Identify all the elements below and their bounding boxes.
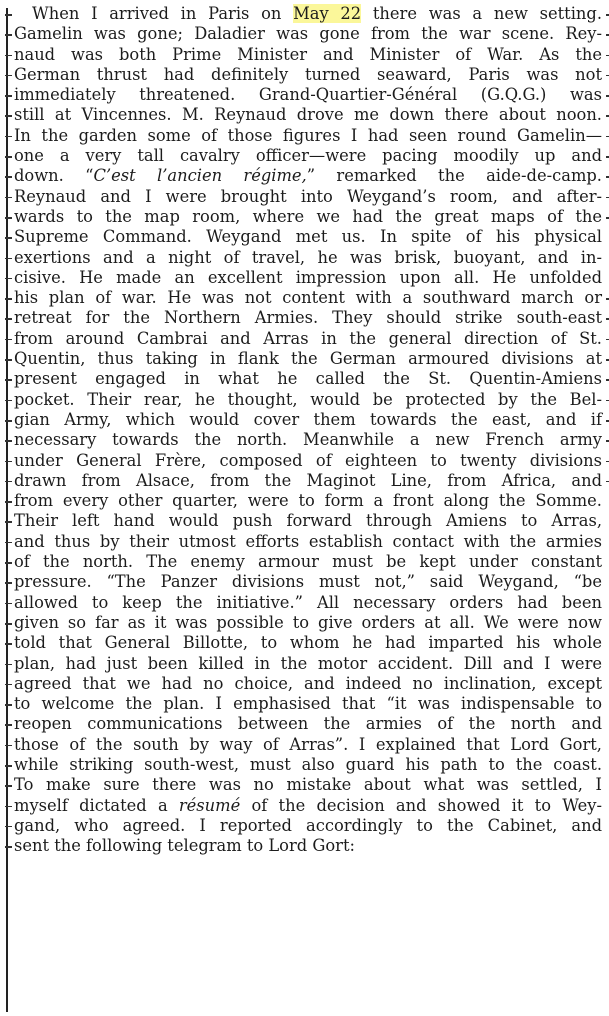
line-text: Gamelin was gone; Daladier was gone from the war scene. Rey-	[14, 24, 602, 44]
text-line	[14, 674, 602, 694]
line-text: myself dictated a	[14, 795, 179, 815]
text-line	[14, 308, 602, 328]
line-text: reopen communications between the armies of the north and	[14, 714, 602, 734]
line-text: Their left hand would push forward through Amiens to Arras,	[14, 511, 602, 531]
line-text: Reynaud and I were brought into Weygand’s room, and after-	[14, 186, 602, 206]
line-text: Quentin, thus taking in flank the German armoured divisions at	[14, 349, 602, 369]
left-margin-rule	[6, 8, 8, 1012]
italic-phrase: C’est l’ancien régime,	[93, 166, 307, 186]
text-line	[14, 369, 602, 389]
text-line	[14, 714, 602, 734]
margin-tick-mark	[5, 461, 12, 463]
line-text: Supreme Command. Weygand met us. In spite of his physical	[14, 227, 602, 247]
margin-tick-mark	[5, 34, 12, 36]
margin-tick-mark	[5, 176, 12, 178]
margin-tick-mark	[5, 14, 12, 16]
margin-tick-mark	[5, 745, 12, 747]
line-text: there was a new setting.	[361, 4, 602, 23]
line-text: pressure. “The Panzer divisions must not,” said Weygand, “be	[14, 572, 602, 592]
text-line	[14, 126, 602, 146]
margin-tick-mark	[5, 542, 12, 544]
text-line	[14, 45, 602, 65]
margin-tick-mark	[5, 765, 12, 767]
italic-phrase: résumé	[178, 795, 241, 815]
line-text: pocket. Their rear, he thought, would be protected by the Bel-	[14, 389, 602, 409]
text-line	[14, 268, 602, 288]
line-text: wards to the map room, where we had the great maps of the	[14, 206, 602, 226]
text-line	[14, 796, 602, 816]
text-line	[14, 471, 602, 491]
line-text: agreed that we had no choice, and indeed no inclination, except	[14, 673, 602, 693]
line-text: to welcome the plan. I emphasised that “it was indispensable to	[14, 694, 602, 714]
text-line	[14, 227, 602, 247]
margin-tick-mark	[5, 400, 12, 402]
margin-tick-mark	[5, 684, 12, 686]
text-line	[14, 735, 602, 755]
text-line	[14, 329, 602, 349]
text-line	[14, 755, 602, 775]
line-text: exertions and a night of travel, he was brisk, buoyant, and in-	[14, 247, 602, 267]
text-line	[14, 654, 602, 674]
line-text: plan, had just been killed in the motor accident. Dill and I were	[14, 653, 602, 673]
text-line	[14, 410, 602, 430]
text-line	[14, 105, 602, 125]
text-line	[14, 572, 602, 592]
line-text: immediately threatened. Grand-Quartier-Général (G.Q.G.) was	[14, 85, 602, 105]
text-line	[14, 288, 602, 308]
text-line	[14, 451, 602, 471]
line-text: given so far as it was possible to give orders at all. We were now	[14, 612, 602, 632]
margin-tick-mark	[5, 623, 12, 625]
margin-tick-mark	[5, 420, 12, 422]
text-line	[14, 85, 602, 105]
line-text: cisive. He made an excellent impression upon all. He unfolded	[14, 267, 602, 287]
text-line	[14, 207, 602, 227]
text-line	[14, 65, 602, 85]
text-line	[14, 166, 602, 186]
text-line	[14, 552, 602, 572]
margin-tick-mark	[5, 156, 12, 158]
text-line	[14, 694, 602, 714]
text-line	[14, 775, 602, 795]
line-text: sent the following telegram to Lord Gort:	[14, 836, 355, 856]
margin-tick-mark	[5, 95, 12, 97]
margin-tick-mark	[5, 318, 12, 320]
line-text: down. “	[14, 166, 94, 186]
margin-tick-mark	[5, 298, 12, 300]
text-line	[14, 430, 602, 450]
margin-tick-mark	[5, 278, 12, 280]
line-text: German thrust had definitely turned seaward, Paris was not	[14, 64, 602, 84]
line-text: gand, who agreed. I reported accordingly to the Cabinet, and	[14, 815, 602, 835]
margin-tick-mark	[5, 704, 12, 706]
line-text: of the decision and showed it to Wey-	[240, 795, 602, 815]
margin-tick-mark	[5, 521, 12, 523]
line-text: from every other quarter, were to form a front along the Somme.	[14, 491, 602, 511]
highlighted-date: May 22	[293, 4, 362, 23]
line-text: allowed to keep the initiative.” All necessary orders had been	[14, 592, 602, 612]
margin-tick-mark	[5, 846, 12, 848]
text-line	[14, 836, 602, 856]
line-text: told that General Billotte, to whom he had imparted his whole	[14, 633, 602, 653]
text-line	[14, 491, 602, 511]
line-text: retreat for the Northern Armies. They should strike south-east	[14, 308, 602, 328]
text-line	[14, 24, 602, 44]
margin-tick-mark	[5, 785, 12, 787]
margin-tick-mark	[5, 724, 12, 726]
margin-tick-mark	[5, 115, 12, 117]
text-line	[14, 390, 602, 410]
line-text: those of the south by way of Arras”. I explained that Lord Gort,	[14, 734, 602, 754]
margin-tick-mark	[5, 75, 12, 77]
margin-tick-mark	[5, 562, 12, 564]
line-text: his plan of war. He was not content with a southward march or	[14, 288, 602, 308]
margin-tick-mark	[5, 664, 12, 666]
line-text: of the north. The enemy armour must be kept under constant	[14, 552, 602, 572]
line-text: under General Frère, composed of eighteen to twenty divisions	[14, 450, 602, 470]
text-line	[14, 248, 602, 268]
margin-tick-mark	[5, 339, 12, 341]
line-text: while striking south-west, must also guard his path to the coast.	[14, 754, 602, 774]
text-line	[14, 633, 602, 653]
text-line	[14, 613, 602, 633]
margin-tick-mark	[5, 501, 12, 503]
text-line	[14, 4, 602, 24]
line-text: To make sure there was no mistake about what was settled, I	[14, 775, 602, 795]
body-paragraph	[14, 4, 604, 856]
margin-tick-mark	[5, 359, 12, 361]
margin-tick-mark	[5, 481, 12, 483]
line-text: one a very tall cavalry officer—were pacing moodily up and	[14, 146, 602, 166]
line-text: In the garden some of those figures I had seen round Gamelin—	[14, 125, 602, 145]
text-line	[14, 816, 602, 836]
margin-tick-mark	[5, 582, 12, 584]
text-line	[14, 146, 602, 166]
margin-tick-mark	[5, 440, 12, 442]
margin-tick-mark	[5, 217, 12, 219]
margin-tick-mark	[5, 237, 12, 239]
margin-tick-mark	[5, 603, 12, 605]
text-line	[14, 593, 602, 613]
text-line	[14, 349, 602, 369]
line-text: gian Army, which would cover them towards the east, and if	[14, 409, 602, 429]
line-text: When I arrived in Paris on	[32, 4, 294, 23]
margin-tick-mark	[5, 136, 12, 138]
line-text: and thus by their utmost efforts establish contact with the armies	[14, 531, 602, 551]
margin-tick-mark	[5, 643, 12, 645]
line-text: drawn from Alsace, from the Maginot Line, from Africa, and	[14, 470, 602, 490]
line-text: still at Vincennes. M. Reynaud drove me down there about noon.	[14, 105, 602, 125]
line-text: ” remarked the aide-de-camp.	[306, 166, 602, 186]
margin-tick-mark	[5, 379, 12, 381]
margin-tick-mark	[5, 826, 12, 828]
line-text: naud was both Prime Minister and Minister of War. As the	[14, 44, 602, 64]
text-line	[14, 187, 602, 207]
margin-tick-mark	[5, 197, 12, 199]
text-line	[14, 511, 602, 531]
margin-tick-mark	[5, 55, 12, 57]
margin-tick-mark	[5, 258, 12, 260]
margin-tick-mark	[5, 806, 12, 808]
text-line	[14, 532, 602, 552]
line-text: from around Cambrai and Arras in the general direction of St.	[14, 328, 602, 348]
line-text: necessary towards the north. Meanwhile a new French army	[14, 430, 602, 450]
line-text: present engaged in what he called the St. Quentin-Amiens	[14, 369, 602, 389]
